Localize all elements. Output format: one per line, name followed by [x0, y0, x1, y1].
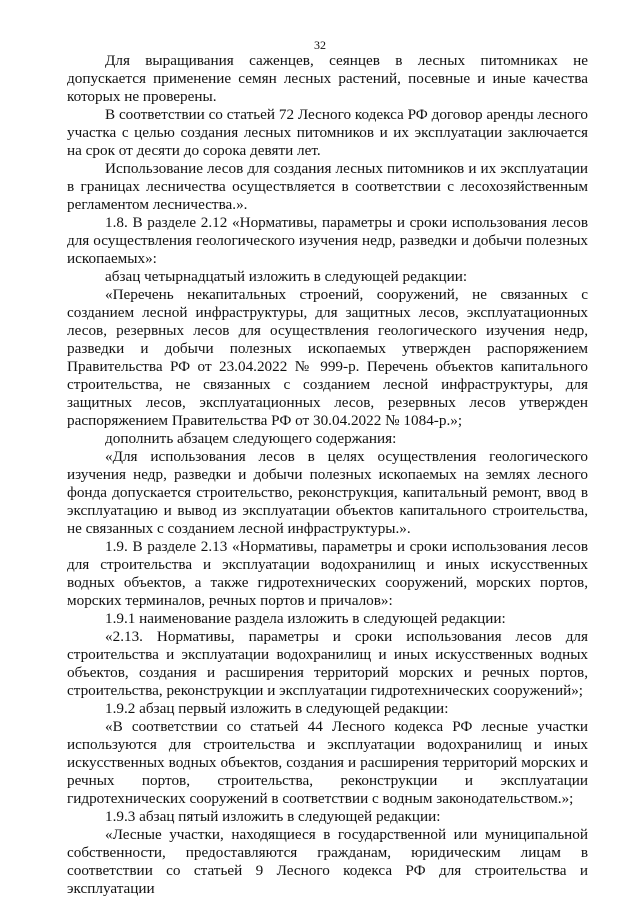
paragraph-land-plots: «Лесные участки, находящиеся в государственной или муниципальной собственности, предоставляются гражданам, юридическим лицам в соответствии со статьей 9 Лесного кодекса РФ для строительства и эксплуатации	[67, 826, 588, 897]
paragraph-nursery-use: Использование лесов для создания лесных питомников и их эксплуатации в границах лесничества осуществляется в соответствии с лесохозяйственным регламентом лесничества.».	[67, 160, 588, 213]
page-number: 32	[314, 38, 326, 52]
paragraph-item-1-9-2: 1.9.2 абзац первый изложить в следующей редакции:	[105, 700, 449, 717]
paragraph-item-1-9-3: 1.9.3 абзац пятый изложить в следующей редакции:	[105, 808, 441, 825]
paragraph-add-intro: дополнить абзацем следующего содержания:	[105, 430, 397, 447]
document-body	[67, 52, 588, 898]
paragraph-geology-use: «Для использования лесов в целях осуществления геологического изучения недр, разведки и добычи полезных ископаемых на землях лесного фонда допускается строительство, реконструкция, капитальный ремонт, ввод в эксплуатацию и вывод из эксплуатации объектов капитального строительства, не связанных с созданием лесной инфраструктуры.».	[67, 448, 588, 537]
paragraph-article-44: «В соответствии со статьей 44 Лесного кодекса РФ лесные участки используются для строительства и эксплуатации водохранилищ и иных искусственных водных объектов, создания и расширения территорий морских и речных портов, строительства, реконструкции и эксплуатации гидротехнических сооружений в соответствии с водным законодательством.»;	[67, 718, 588, 807]
paragraph-item-1-9: 1.9. В разделе 2.13 «Нормативы, параметры и сроки использования лесов для строительства и эксплуатации водохранилищ и иных искусственных водных объектов, а также гидротехнических сооружений, морских портов, морских терминалов, речных портов и причалов»:	[67, 538, 588, 609]
paragraph-lease-term: В соответствии со статьей 72 Лесного кодекса РФ договор аренды лесного участка с целью создания лесных питомников и их эксплуатации заключается на срок от десяти до сорока девяти лет.	[67, 106, 588, 159]
paragraph-item-1-9-1: 1.9.1 наименование раздела изложить в следующей редакции:	[105, 610, 506, 627]
paragraph-seedlings: Для выращивания саженцев, сеянцев в лесных питомниках не допускается применение семян лесных растений, посевные и иные качества которых не проверены.	[67, 52, 588, 105]
paragraph-item-1-8: 1.8. В разделе 2.12 «Нормативы, параметры и сроки использования лесов для осуществления геологического изучения недр, разведки и добычи полезных ископаемых»:	[67, 214, 588, 267]
paragraph-section-title: «2.13. Нормативы, параметры и сроки использования лесов для строительства и эксплуатации водохранилищ и иных искусственных водных объектов, создания и расширения территорий морских и речных портов, строительства, реконструкции и эксплуатации гидротехнических сооружений»;	[67, 628, 588, 699]
paragraph-structures-list: «Перечень некапитальных строений, сооружений, не связанных с созданием лесной инфраструктуры, для защитных лесов, эксплуатационных лесов, резервных лесов для осуществления геологического изучения недр, разведки и добычи полезных ископаемых утвержден распоряжением Правительства РФ от 23.04.2022 № 999-р. Перечень объектов капитального строительства, не связанных с созданием лесной инфраструктуры, для защитных лесов, эксплуатационных лесов, резервных лесов утвержден распоряжением Правительства РФ от 30.04.2022 № 1084-р.»;	[67, 286, 588, 429]
paragraph-fourteenth-intro: абзац четырнадцатый изложить в следующей редакции:	[105, 268, 468, 285]
